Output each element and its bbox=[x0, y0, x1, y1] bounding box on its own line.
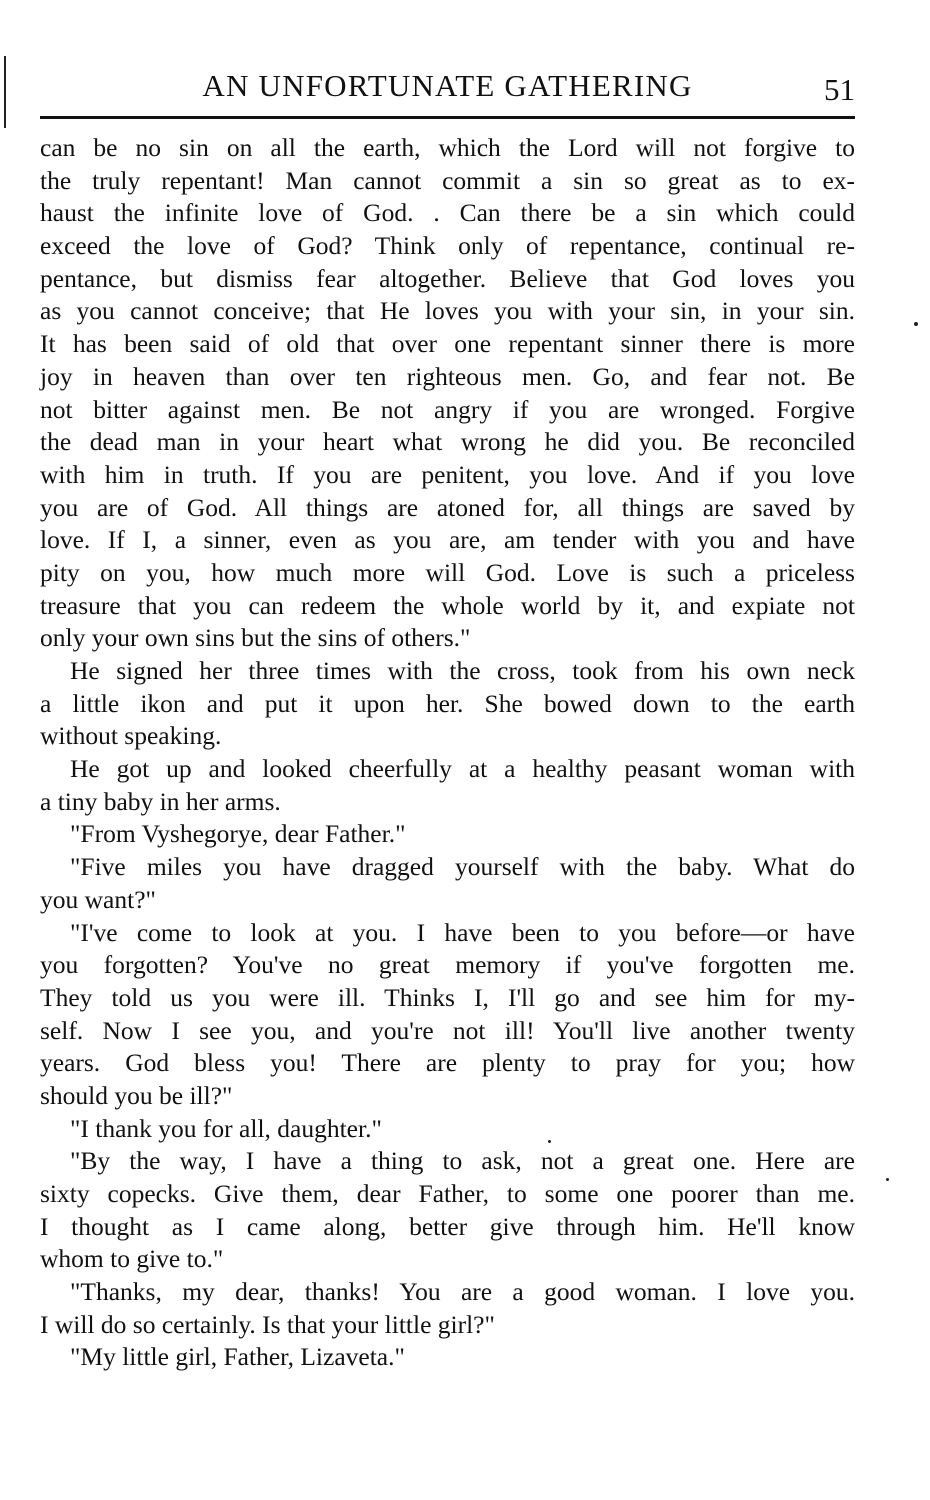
text-line: I thought as I came along, better give through him. He'll know bbox=[40, 1211, 855, 1241]
scan-speck bbox=[886, 1178, 889, 1181]
text-line: pity on you, how much more will God. Love is such a priceless bbox=[40, 557, 855, 587]
text-line: not bitter against men. Be not angry if you are wronged. Forgive bbox=[40, 394, 855, 424]
text-line: only your own sins but the sins of others." bbox=[40, 623, 471, 653]
text-line: with him in truth. If you are penitent, you love. And if you love bbox=[40, 459, 855, 489]
text-line: They told us you were ill. Thinks I, I'll go and see him for my- bbox=[40, 982, 855, 1012]
text-line: a little ikon and put it upon her. She bowed down to the earth bbox=[40, 688, 855, 718]
scan-speck bbox=[548, 1140, 551, 1143]
text-line: exceed the love of God? Think only of repentance, continual re- bbox=[40, 231, 855, 261]
text-line: "I've come to look at you. I have been to you before—or have bbox=[70, 917, 855, 947]
page-number: 51 bbox=[824, 72, 855, 107]
running-title: AN UNFORTUNATE GATHERING bbox=[202, 68, 693, 103]
text-line: "My little girl, Father, Lizaveta." bbox=[70, 1342, 405, 1372]
text-line: should you be ill?" bbox=[40, 1080, 233, 1110]
text-line: It has been said of old that over one repentant sinner there is more bbox=[40, 329, 855, 359]
text-line: treasure that you can redeem the whole world by it, and expiate not bbox=[40, 590, 855, 620]
text-line: sixty copecks. Give them, dear Father, to some one poorer than me. bbox=[40, 1179, 855, 1208]
text-line: "Thanks, my dear, thanks! You are a good woman. I love you. bbox=[70, 1277, 855, 1307]
text-line: you want?" bbox=[40, 884, 156, 914]
text-line: He got up and looked cheerfully at a healthy peasant woman with bbox=[70, 754, 855, 784]
header-rule bbox=[40, 116, 855, 119]
text-line: a tiny baby in her arms. bbox=[40, 786, 281, 816]
text-line: whom to give to." bbox=[40, 1244, 224, 1274]
text-line: you are of God. All things are atoned for, all things are saved by bbox=[40, 492, 855, 522]
text-line: years. God bless you! There are plenty to pray for you; how bbox=[40, 1048, 855, 1078]
text-line: you forgotten? You've no great memory if you've forgotten me. bbox=[40, 950, 855, 980]
running-head bbox=[40, 62, 855, 107]
text-line: "I thank you for all, daughter." bbox=[70, 1113, 382, 1143]
text-line: as you cannot conceive; that He loves you with your sin, in your sin. bbox=[40, 296, 855, 326]
text-line: "Five miles you have dragged yourself with the baby. What do bbox=[70, 852, 855, 882]
text-line: He signed her three times with the cross, took from his own neck bbox=[70, 656, 855, 685]
text-line: pentance, but dismiss fear altogether. Believe that God loves you bbox=[40, 263, 855, 293]
text-line: haust the infinite love of God. . Can there be a sin which could bbox=[40, 198, 855, 228]
text-line: without speaking. bbox=[40, 721, 222, 751]
text-line: the truly repentant! Man cannot commit a sin so great as to ex- bbox=[40, 165, 855, 195]
body-text bbox=[40, 132, 855, 1374]
text-line: can be no sin on all the earth, which the Lord will not forgive to bbox=[40, 133, 855, 162]
text-line: joy in heaven than over ten righteous men. Go, and fear not. Be bbox=[40, 361, 855, 391]
text-line: love. If I, a sinner, even as you are, am tender with you and have bbox=[40, 525, 855, 555]
text-line: the dead man in your heart what wrong he did you. Be reconciled bbox=[40, 427, 855, 457]
text-line: self. Now I see you, and you're not ill! You'll live another twenty bbox=[40, 1015, 855, 1045]
text-line: "By the way, I have a thing to ask, not a great one. Here are bbox=[70, 1146, 855, 1176]
text-line: "From Vyshegorye, dear Father." bbox=[70, 819, 406, 849]
scan-speck bbox=[914, 322, 918, 326]
scan-edge-mark bbox=[4, 56, 6, 128]
text-line: I will do so certainly. Is that your little girl?" bbox=[40, 1309, 495, 1339]
